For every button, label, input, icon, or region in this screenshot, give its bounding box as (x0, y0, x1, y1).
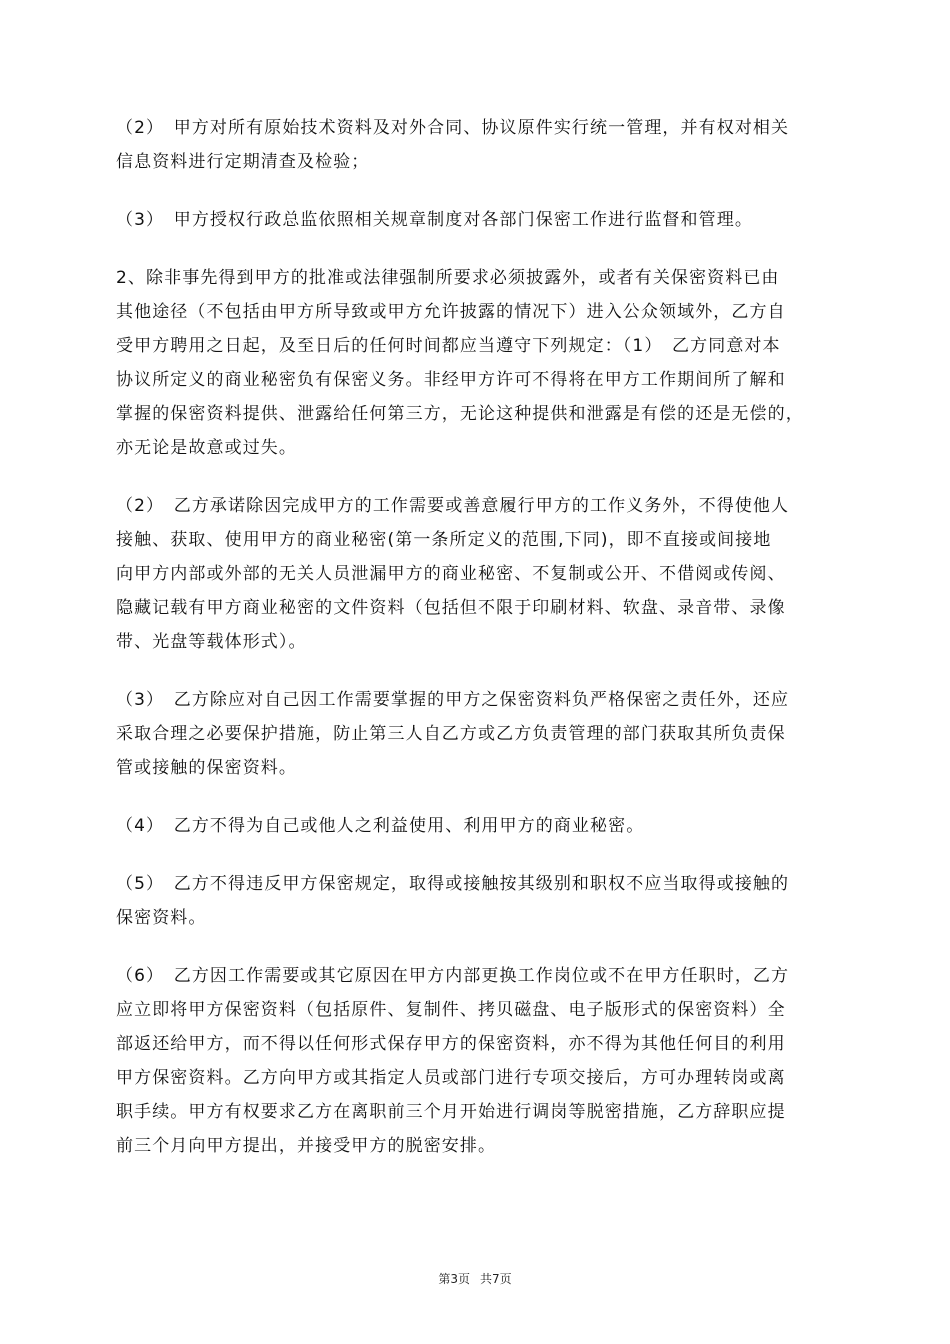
text-line: 接触、获取、使用甲方的商业秘密(第一条所定义的范围,下同)，即不直接或间接地 (116, 530, 772, 550)
text-line: 协议所定义的商业秘密负有保密义务。非经甲方许可不得将在甲方工作期间所了解和 (116, 370, 786, 390)
paragraph (116, 867, 836, 935)
paragraph (116, 203, 836, 237)
text-line: 应立即将甲方保密资料（包括原件、复制件、拷贝磁盘、电子版形式的保密资料）全 (116, 1000, 786, 1020)
document-body (116, 111, 836, 1187)
text-line: 其他途径（不包括由甲方所导致或甲方允许披露的情况下）进入公众领域外，乙方自 (116, 302, 786, 322)
text-line: 管或接触的保密资料。 (116, 758, 297, 778)
text-line: （2） 乙方承诺除因完成甲方的工作需要或善意履行甲方的工作义务外，不得使他人 (116, 496, 790, 516)
text-line: （3） 甲方授权行政总监依照相关规章制度对各部门保密工作进行监督和管理。 (116, 210, 753, 230)
text-line: 采取合理之必要保护措施，防止第三人自乙方或乙方负责管理的部门获取其所负责保 (116, 724, 786, 744)
text-line: （2） 甲方对所有原始技术资料及对外合同、协议原件实行统一管理，并有权对相关 (116, 118, 790, 138)
paragraph (116, 959, 836, 1163)
text-line: 职手续。甲方有权要求乙方在离职前三个月开始进行调岗等脱密措施，乙方辞职应提 (116, 1102, 786, 1122)
text-line: （3） 乙方除应对自己因工作需要掌握的甲方之保密资料负严格保密之责任外，还应 (116, 690, 790, 710)
text-line: 前三个月向甲方提出，并接受甲方的脱密安排。 (116, 1136, 497, 1156)
text-line: 亦无论是故意或过失。 (116, 438, 297, 458)
paragraph (116, 261, 836, 465)
paragraph (116, 489, 836, 659)
text-line: 2、除非事先得到甲方的批准或法律强制所要求必须披露外，或者有关保密资料已由 (116, 268, 780, 288)
page-total: 共7页 (480, 1272, 512, 1286)
page-number: 第3页 (438, 1272, 470, 1286)
text-line: 掌握的保密资料提供、泄露给任何第三方，无论这种提供和泄露是有偿的还是无偿的， (116, 404, 804, 424)
paragraph (116, 683, 836, 785)
text-line: 向甲方内部或外部的无关人员泄漏甲方的商业秘密、不复制或公开、不借阅或传阅、 (116, 564, 786, 584)
text-line: 信息资料进行定期清查及检验； (116, 152, 370, 172)
text-line: 带、光盘等载体形式）。 (116, 632, 307, 652)
text-line: （6） 乙方因工作需要或其它原因在甲方内部更换工作岗位或不在甲方任职时，乙方 (116, 966, 790, 986)
page-footer (0, 1270, 950, 1287)
text-line: 甲方保密资料。乙方向甲方或其指定人员或部门进行专项交接后，方可办理转岗或离 (116, 1068, 786, 1088)
text-line: （5） 乙方不得违反甲方保密规定，取得或接触按其级别和职权不应当取得或接触的 (116, 874, 790, 894)
text-line: 保密资料。 (116, 908, 207, 928)
text-line: 部返还给甲方，而不得以任何形式保存甲方的保密资料，亦不得为其他任何目的利用 (116, 1034, 786, 1054)
text-line: 受甲方聘用之日起，及至日后的任何时间都应当遵守下列规定：（1） 乙方同意对本 (116, 336, 781, 356)
paragraph (116, 809, 836, 843)
text-line: 隐藏记载有甲方商业秘密的文件资料（包括但不限于印刷材料、软盘、录音带、录像 (116, 598, 786, 618)
text-line: （4） 乙方不得为自己或他人之利益使用、利用甲方的商业秘密。 (116, 816, 645, 836)
paragraph (116, 111, 836, 179)
